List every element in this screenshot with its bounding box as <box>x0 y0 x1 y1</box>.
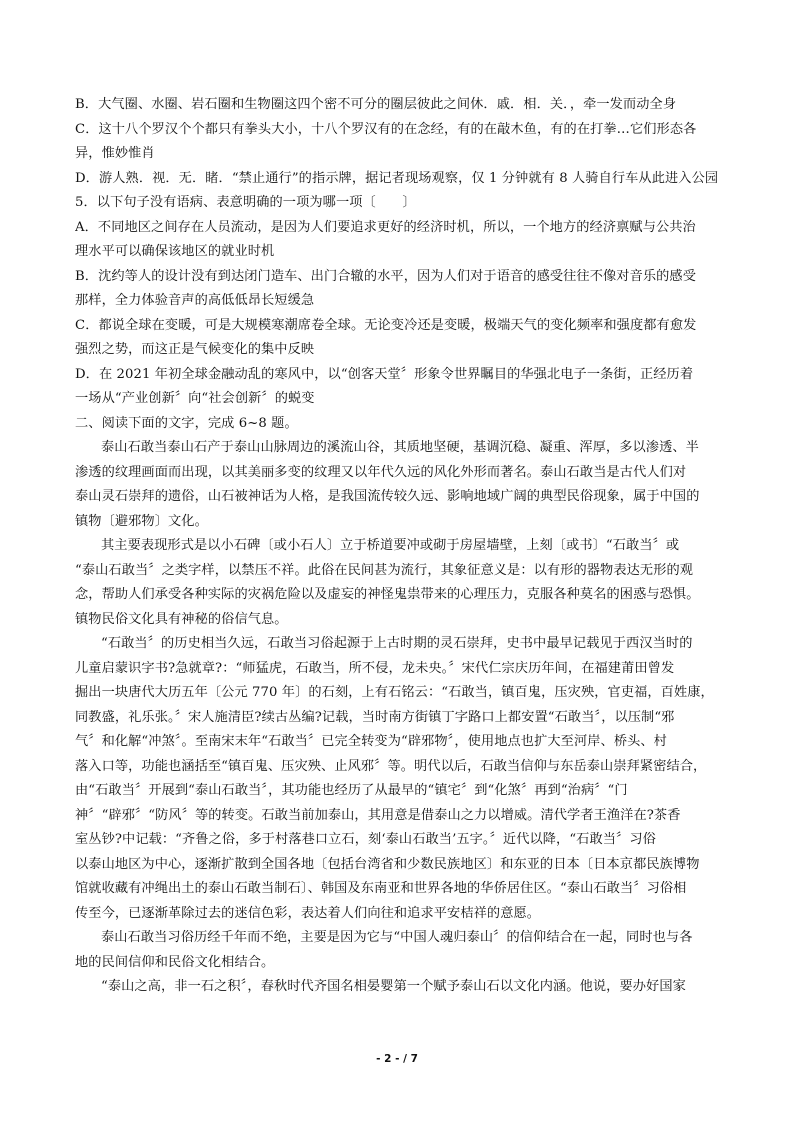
paragraph-line: 渗透的纹理画面而出现，以其美丽多变的纹理又以年代久远的风化外形而著名。泰山石敢当是古代人们对 <box>75 464 687 480</box>
option-c-q4: C．这十八个罗汉个个都只有拳头大小，十八个罗汉有的在念经，有的在敲木鱼，有的在打拳…它们形态各 <box>75 121 697 137</box>
paragraph-line: 传至今，已逐渐革除过去的迷信色彩，表达着人们向往和追求平安桔祥的意愿。 <box>75 905 541 921</box>
paragraph-line: 镇物民俗文化具有神秘的俗信气息。 <box>75 611 288 627</box>
paragraph-line: “石敢当〞的历史相当久远，石敢当习俗起源于上古时期的灵石崇拜，史书中最早记载见于西汉当时的 <box>101 636 693 651</box>
option-d-q5: D．在 2021 年初全球金融动乱的寒风中，以“创客天堂〞形象令世界瞩目的华强北电子一条街，正经历着 <box>75 366 694 382</box>
paragraph-line: 地的民间信仰和民俗文化相结合。 <box>75 954 275 970</box>
question-5: 5．以下句子没有语病、表意明确的一项为哪一项〔 〕 <box>75 195 416 210</box>
paragraph-line: 室丛钞?中记载：“齐鲁之俗，多于村落巷口立石，刻‘泰山石敢当’五字。〞近代以降，“石敢当〞习俗 <box>75 832 656 847</box>
paragraph-line: 泰山灵石崇拜的遗俗，山石被神话为人格，是我国流传较久远、影响地域广阔的典型民俗现象，属于中国的 <box>75 489 700 504</box>
option-d-q4: D．游人熟．视．无．睹．“禁止通行”的指示牌，据记者现场观察，仅 1 分钟就有 8 人骑自行车从此进入公园 <box>75 170 719 186</box>
option-b-q5-cont: 那样，全力体验音声的高低低昂长短缓急 <box>75 293 315 308</box>
paragraph-line: 念，帮助人们承受各种实际的灾祸危险以及虚妄的神怪鬼祟带来的心理压力，克服各种莫名的困惑与恐惧。 <box>75 587 700 602</box>
option-b-q5: B．沈约等人的设计没有到达闭门造车、出门合辙的水平，因为人们对于语音的感受往往不像对音乐的感受 <box>75 268 697 284</box>
paragraph-line: 掘出一块唐代大历五年〔公元 770 年〕的石刻，上有石铭云：“石敢当，镇百鬼，压灾殃，官吏福，百姓康， <box>75 685 714 700</box>
paragraph-line: 泰山石敢当习俗历经千年而不绝，主要是因为它与“中国人魂归泰山〞的信仰结合在一起，同时也与各 <box>101 930 693 945</box>
section-heading: 二、阅读下面的文字，完成 6~8 题。 <box>75 415 298 431</box>
document-body <box>75 93 720 1000</box>
option-d-q5-cont: 一场从“产业创新〞向“社会创新〞的蜕变 <box>75 391 315 406</box>
paragraph-line: 以泰山地区为中心，逐渐扩散到全国各地〔包括台湾省和少数民族地区〕和东亚的日本〔日本京都民族博物 <box>75 856 700 872</box>
page-number: - 2 - / 7 <box>376 1053 418 1065</box>
paragraph-line: 馆就收藏有冲绳出土的泰山石敢当制石〕、韩国及东南亚和世界各地的华侨居住区。“泰山石敢当〞习俗相 <box>75 881 687 896</box>
paragraph-line: 同教盛，礼乐张。〞宋人施清臣?续古丛编?记载，当时南方街镇丁字路口上都安置“石敢当〞，以压制“邪 <box>75 709 675 725</box>
paragraph-line: 镇物〔避邪物〕文化。 <box>75 513 208 529</box>
option-c-q5-cont: 强烈之势，而这正是气候变化的集中反映 <box>75 342 315 357</box>
paragraph-line: “泰山石敢当〞之类字样，以禁压不祥。此俗在民间甚为流行，其象征意义是：以有形的器物表达无形的观 <box>75 562 694 578</box>
option-a-q5: A．不同地区之间存在人员流动，是因为人们要追求更好的经济时机，所以，一个地方的经济禀赋与公共治 <box>75 219 696 235</box>
option-c-q5: C．都说全球在变暖，可是大规模寒潮席卷全球。无论变冷还是变暖，极端天气的变化频率和强度都有愈发 <box>75 317 697 333</box>
paragraph-line: 其主要表现形式是以小石碑〔或小石人〕立于桥道要冲或砌于房屋墙壁，上刻〔或书〕“石敢当〞或 <box>101 538 680 553</box>
paragraph-line: “泰山之高，非一石之积〞，春秋时代齐国名相晏婴第一个赋予泰山石以文化内涵。他说，要办好国家 <box>101 979 686 994</box>
paragraph-line: 由“石敢当〞开展到“泰山石敢当〞，其功能也经历了从最早的“镇宅〞到“化煞〞再到“治病〞“门 <box>75 783 628 798</box>
paragraph-line: 气〞和化解“冲煞〞。至南宋末年“石敢当〞已完全转变为“辟邪物〞，使用地点也扩大至河岸、桥头、村 <box>75 734 667 749</box>
paragraph-line: 儿童启蒙识字书?急就章?：“师猛虎，石敢当，所不侵，龙未央。〞宋代仁宗庆历年间，在福建莆田曾发 <box>75 660 675 676</box>
paragraph-line: 神〞“辟邪〞“防风〞等的转变。石敢当前加泰山，其用意是借泰山之力以增威。清代学者王渔洋在?茶香 <box>75 807 681 823</box>
option-a-q5-cont: 理水平可以确保该地区的就业时机 <box>75 244 275 259</box>
paragraph-line: 落入口等，功能也涵括至“镇百鬼、压灾殃、止风邪〞等。明代以后，石敢当信仰与东岳泰山崇拜紧密结合， <box>75 758 707 774</box>
option-c-q4-cont: 异，惟妙惟肖 <box>75 146 155 161</box>
option-b-q4: B．大气圈、水圈、岩石圈和生物圈这四个密不可分的圈层彼此之间休．戚．相．关．，牵一发而动全身 <box>75 97 677 112</box>
paragraph-line: 泰山石敢当泰山石产于泰山山脉周边的溪流山谷，其质地坚硬，基调沉稳、凝重、浑厚，多以渗透、半 <box>101 440 699 455</box>
